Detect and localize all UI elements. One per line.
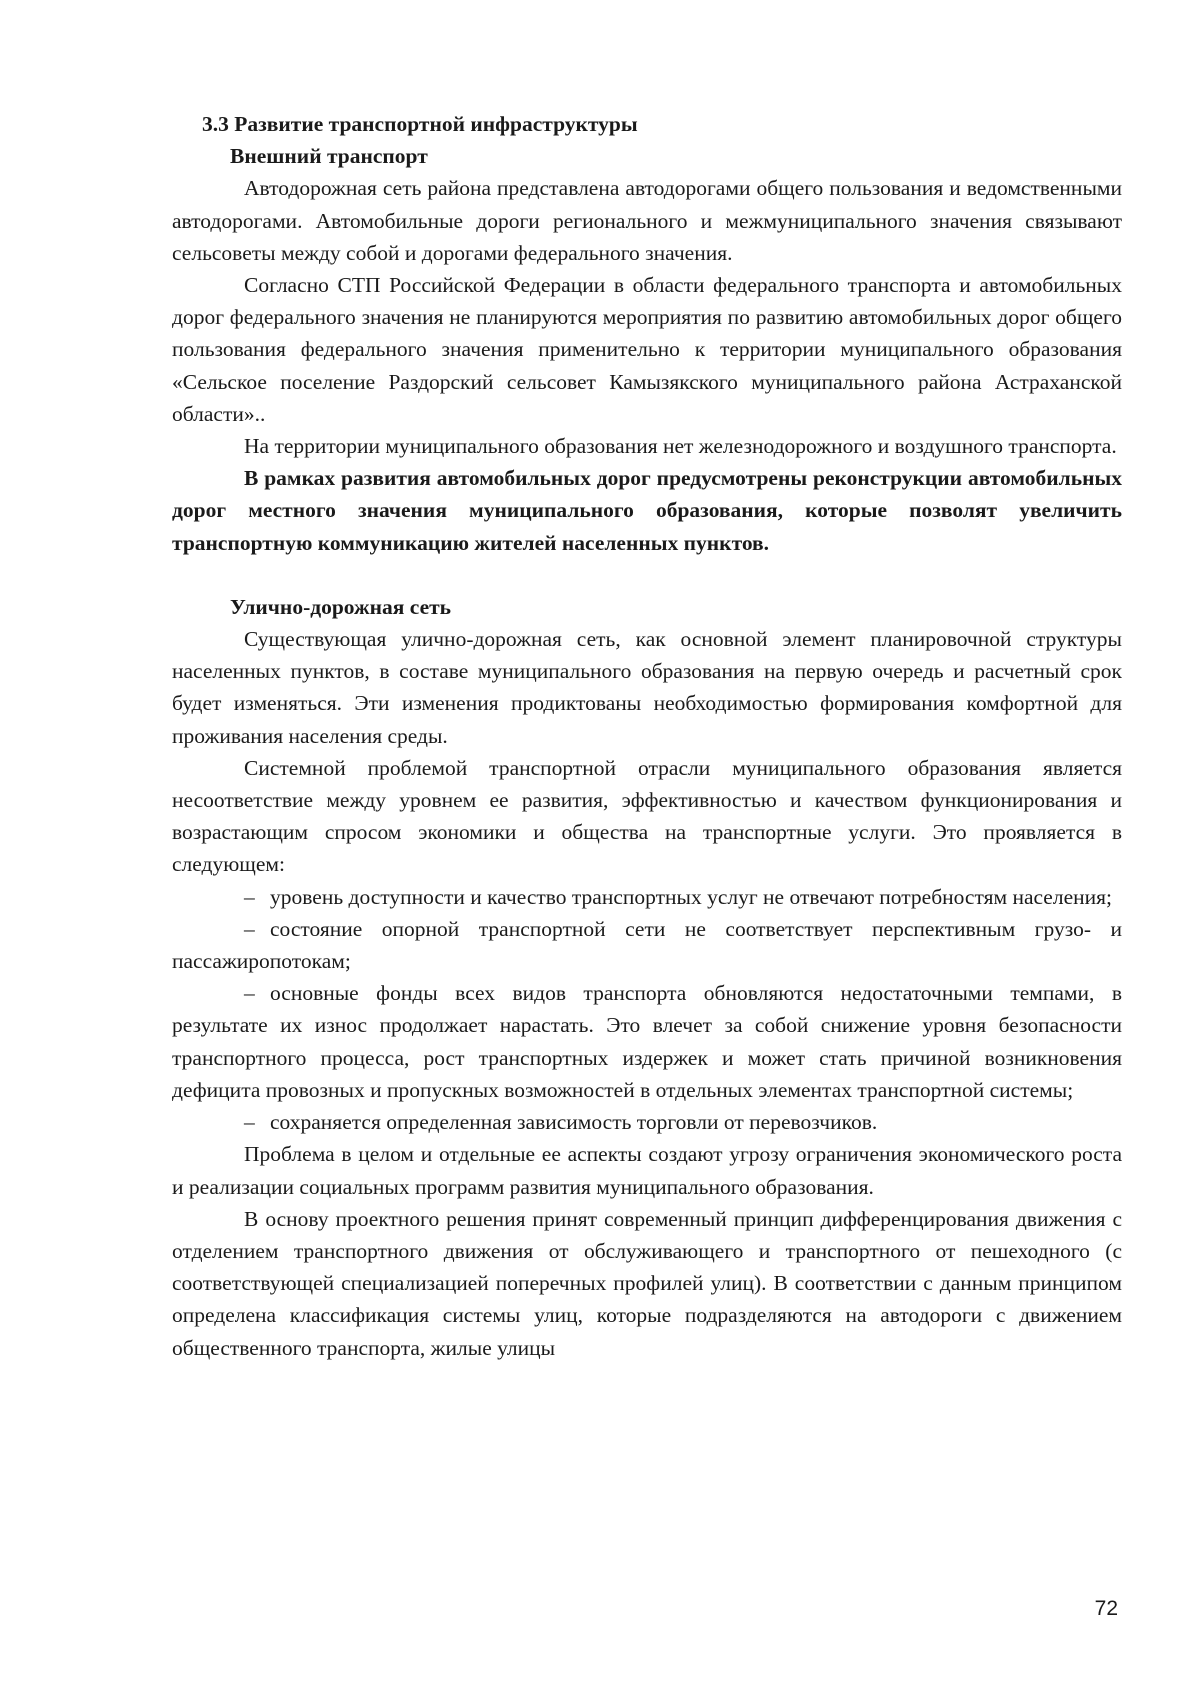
bold-paragraph: В рамках развития автомобильных дорог предусмотрены реконструкции автомобильных дорог местного значения муниципального образования, которые позволят увеличить транспортную коммуникацию жителей населенных пунктов. bbox=[172, 466, 1122, 555]
paragraph: Системной проблемой транспортной отрасли муниципального образования является несоответствие между уровнем ее развития, эффективностью и качеством функционирования и возрастающим спросом экономики и общества на транспортные услуги. Это проявляется в следующем: bbox=[172, 755, 1122, 877]
list-dash: – bbox=[244, 981, 255, 1006]
list-item bbox=[172, 913, 1122, 977]
list-item bbox=[172, 977, 1122, 1106]
paragraph: Автодорожная сеть района представлена автодорогами общего пользования и ведомственными автодорогами. Автомобильные дороги регионального и межмуниципального значения связывают сельсоветы между собой и дорогами федерального значения. bbox=[172, 176, 1122, 265]
external-transport-heading: Внешний транспорт bbox=[230, 144, 428, 169]
list-item bbox=[172, 1106, 1122, 1138]
list-dash: – bbox=[244, 884, 255, 909]
list-item-text: уровень доступности и качество транспортных услуг не отвечают потребностям населения; bbox=[270, 884, 1112, 909]
list-item-text: сохраняется определенная зависимость торговли от перевозчиков. bbox=[270, 1110, 878, 1135]
list-item-text: основные фонды всех видов транспорта обновляются недостаточными темпами, в результате их износ продолжает нарастать. Это влечет за собой снижение уровня безопасности транспортного процесса, рост транспортных издержек и может стать причиной возникновения дефицита провозных и пропускных возможностей в отдельных элементах транспортной системы; bbox=[172, 981, 1122, 1102]
list-dash: – bbox=[244, 1110, 255, 1135]
paragraph: В основу проектного решения принят современный принцип дифференцирования движения с отделением транспортного движения от обслуживающего и транспортного от пешеходного (с соответствующей специализацией поперечных профилей улиц). В соответствии с данным принципом определена классификация системы улиц, которые подразделяются на автодороги с движением общественного транспорта, жилые улицы bbox=[172, 1206, 1122, 1360]
page-content bbox=[172, 108, 1122, 1364]
paragraph: На территории муниципального образования нет железнодорожного и воздушного транспорта. bbox=[244, 434, 1117, 459]
paragraph: Проблема в целом и отдельные ее аспекты создают угрозу ограничения экономического роста и реализации социальных программ развития муниципального образования. bbox=[172, 1142, 1122, 1199]
list-item-text: состояние опорной транспортной сети не соответствует перспективным грузо- и пассажиропотокам; bbox=[172, 916, 1122, 974]
section-title: 3.3 Развитие транспортной инфраструктуры bbox=[202, 112, 638, 136]
page-number: 72 bbox=[1094, 1597, 1118, 1620]
spacer bbox=[172, 559, 1122, 591]
paragraph: Существующая улично-дорожная сеть, как основной элемент планировочной структуры населенных пунктов, в составе муниципального образования на первую очередь и расчетный срок будет изменяться. Эти изменения продиктованы необходимостью формирования комфортной для проживания населения среды. bbox=[172, 627, 1122, 748]
list-dash: – bbox=[244, 916, 255, 941]
paragraph: Согласно СТП Российской Федерации в области федерального транспорта и автомобильных дорог федерального значения не планируются мероприятия по развитию автомобильных дорог общего пользования федерального значения применительно к территории муниципального образования «Сельское поселение Раздорский сельсовет Камызякского муниципального района Астраханской области».. bbox=[172, 273, 1122, 426]
list-item bbox=[172, 881, 1122, 913]
street-network-heading: Улично-дорожная сеть bbox=[230, 594, 452, 619]
